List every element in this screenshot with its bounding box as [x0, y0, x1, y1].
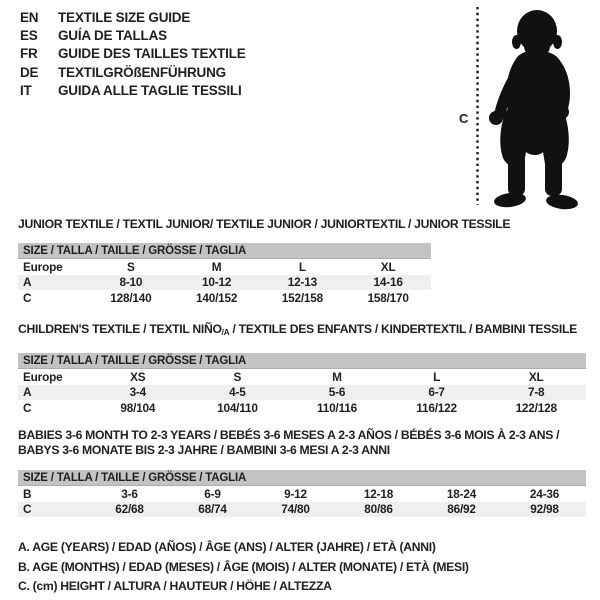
table-cell: 4-5 [229, 385, 246, 400]
junior-table-block [18, 243, 431, 306]
table-cell: 8-10 [119, 275, 143, 290]
table-cell: 110/116 [317, 400, 357, 415]
title-part: CHILDREN'S TEXTILE / TEXTIL NIÑO [18, 322, 222, 336]
table-row [18, 259, 431, 275]
babies-size-table [18, 486, 586, 517]
row-label: C [23, 290, 32, 305]
section-title-line-1: BABIES 3-6 MONTH TO 2-3 YEARS / BEBÉS 3-6 MESES A 2-3 AÑOS / BÉBÉS 3-6 MOIS À 2-3 ANS / [18, 428, 560, 442]
table-cell: 12-13 [287, 275, 317, 290]
section-children [18, 322, 586, 416]
table-cell: 62/68 [115, 502, 144, 517]
language-label: GUÍA DE TALLAS [58, 28, 167, 44]
footnote-b: B. AGE (MONTHS) / EDAD (MESES) / ÂGE (MOIS) / ALTER (MONATE) / ETÀ (MESI) [18, 559, 469, 574]
language-code: EN [20, 10, 39, 25]
language-row-es [20, 27, 246, 45]
section-title-line-2: BABYS 3-6 MONATE BIS 2-3 JAHRE / BAMBINI 3-6 MESI A 2-3 ANNI [18, 443, 390, 457]
table-cell: 24-36 [529, 486, 560, 501]
row-label: C [23, 400, 32, 415]
table-cell: 116/122 [416, 400, 457, 415]
language-code: IT [20, 82, 32, 98]
table-cell: XS [130, 369, 146, 384]
footnote-c: C. (cm) HEIGHT / ALTURA / HAUTEUR / HÖHE / ALTEZZA [18, 579, 332, 593]
table-cell: 128/140 [110, 290, 152, 305]
junior-size-table [18, 259, 431, 306]
language-code: ES [20, 28, 38, 44]
table-cell: XL [528, 369, 544, 384]
table-cell: 68/74 [198, 502, 227, 517]
children-size-table [18, 369, 586, 416]
table-cell: 9-12 [284, 486, 307, 501]
title-part: / TEXTILE DES ENFANTS / KINDERTEXTIL / BAMBINI TESSILE [229, 322, 577, 336]
table-cell: 122/128 [515, 400, 557, 415]
language-label: GUIDE DES TAILLES TEXTILE [58, 46, 246, 62]
table-cell: S [233, 369, 242, 384]
measure-label-c: C [459, 111, 469, 126]
table-row [18, 502, 586, 518]
language-code: FR [20, 46, 38, 62]
table-cell: 158/170 [367, 290, 409, 305]
size-header-bar: SIZE / TALLA / TAILLE / GRÖSSE / TAGLIA [18, 243, 431, 259]
section-junior [18, 217, 511, 306]
table-cell: 152/158 [281, 290, 323, 305]
footnotes [18, 538, 469, 597]
table-cell: L [433, 369, 441, 384]
table-cell: 80/86 [364, 502, 393, 517]
row-label: A [23, 275, 32, 290]
height-figure [440, 4, 600, 212]
row-label: B [23, 486, 32, 501]
table-cell: 74/80 [281, 502, 310, 517]
language-label: TEXTILGRÖßENFÜHRUNG [58, 64, 226, 80]
language-header [20, 9, 246, 100]
table-cell: 98/104 [120, 400, 156, 415]
section-title: JUNIOR TEXTILE / TEXTIL JUNIOR/ TEXTILE JUNIOR / JUNIORTEXTIL / JUNIOR TESSILE [18, 217, 511, 231]
language-row-de [20, 64, 246, 82]
language-row-en [20, 9, 246, 27]
table-row [18, 400, 586, 416]
row-label: C [23, 502, 32, 517]
table-cell: 140/152 [196, 290, 238, 305]
section-title [18, 322, 586, 339]
table-cell: 92/98 [530, 502, 559, 517]
table-row [18, 369, 586, 385]
row-label: Europe [23, 259, 63, 274]
table-cell: 104/110 [217, 400, 258, 415]
table-cell: 3-6 [121, 486, 138, 501]
table-cell: 5-6 [328, 385, 346, 400]
table-cell: M [211, 259, 222, 274]
table-cell: 3-4 [129, 385, 147, 400]
babies-table-block [18, 470, 586, 517]
table-cell: 6-7 [428, 385, 445, 400]
language-label: TEXTILE SIZE GUIDE [58, 10, 191, 25]
table-row [18, 290, 431, 306]
table-cell: 14-16 [373, 275, 403, 290]
language-code: DE [20, 64, 39, 80]
footnote-a: A. AGE (YEARS) / EDAD (AÑOS) / ÂGE (ANS) / ALTER (JAHRE) / ETÀ (ANNI) [18, 540, 436, 554]
table-cell: S [127, 259, 135, 274]
size-header-bar: SIZE / TALLA / TAILLE / GRÖSSE / TAGLIA [18, 470, 586, 486]
table-cell: 10-12 [202, 275, 232, 290]
table-cell: 18-24 [446, 486, 477, 501]
table-cell: 7-8 [527, 385, 545, 400]
language-row-it [20, 82, 246, 100]
size-header-bar: SIZE / TALLA / TAILLE / GRÖSSE / TAGLIA [18, 353, 586, 369]
table-cell: 12-18 [363, 486, 394, 501]
table-row [18, 275, 431, 291]
table-cell: L [298, 259, 306, 274]
section-babies [18, 428, 586, 517]
children-table-block [18, 353, 586, 416]
table-cell: 86/92 [447, 502, 476, 517]
row-label: A [23, 385, 32, 400]
table-row [18, 486, 586, 502]
toddler-silhouette-icon [489, 10, 579, 211]
table-row [18, 385, 586, 401]
language-row-fr [20, 45, 246, 63]
row-label: Europe [23, 369, 63, 384]
language-label: GUIDA ALLE TAGLIE TESSILI [58, 82, 242, 98]
height-figure-svg [440, 4, 600, 212]
title-subscript: /A [221, 327, 230, 337]
table-cell: XL [380, 259, 396, 274]
table-cell: 6-9 [204, 486, 221, 501]
table-cell: M [332, 369, 342, 384]
